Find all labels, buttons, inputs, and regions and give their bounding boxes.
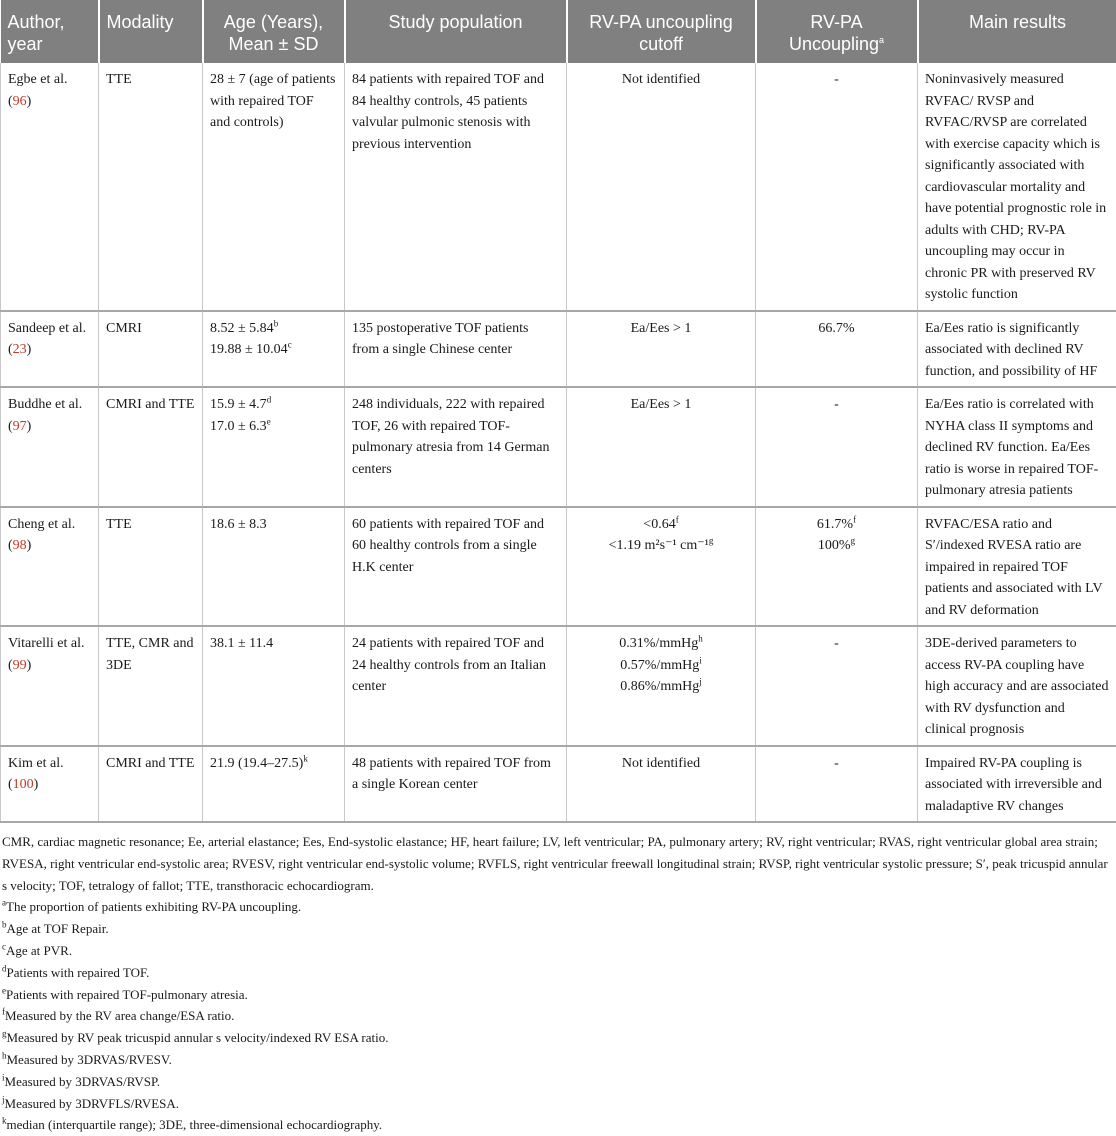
age-line: [210, 318, 337, 340]
footnote-marker: f: [2, 1007, 5, 1017]
footnote-item: [2, 1071, 1114, 1093]
uncoupling-value: -: [834, 72, 839, 87]
table-body: [1, 63, 1116, 822]
cell-modality: TTE, CMR and 3DE: [99, 626, 203, 746]
cutoff-value: Not identified: [622, 72, 700, 87]
footnote-text: The proportion of patients exhibiting RV-PA uncoupling.: [6, 899, 301, 914]
cell-uncoupling: [756, 746, 918, 823]
reference-link[interactable]: 98: [13, 538, 27, 553]
author-name: Buddhe et al.: [8, 397, 82, 412]
cell-author: Kim et al. (100): [1, 746, 99, 823]
table-row: [1, 746, 1116, 823]
cell-uncoupling: [756, 63, 918, 311]
footnote-text: Measured by 3DRVAS/RVSP.: [5, 1074, 161, 1089]
cutoff-footnote-marker: j: [699, 676, 702, 686]
footnote-text: Age at TOF Repair.: [7, 921, 109, 936]
cell-age: [203, 626, 345, 746]
footnote-marker: e: [2, 985, 6, 995]
footnote-item: [2, 918, 1114, 940]
footnote-marker: j: [2, 1094, 5, 1104]
footnote-item: [2, 1005, 1114, 1027]
uncoupling-footnote-marker: g: [851, 535, 856, 545]
cell-population: 248 individuals, 222 with repaired TOF, 26 with repaired TOF- pulmonary atresia from 14 German centers: [345, 387, 567, 507]
age-line: [210, 69, 337, 134]
footnote-item: [2, 1114, 1114, 1136]
cutoff-value: <1.19 m²s⁻¹ cm⁻¹: [609, 538, 709, 553]
footnote-item: [2, 940, 1114, 962]
cell-modality: CMRI and TTE: [99, 746, 203, 823]
cutoff-line: [574, 394, 748, 416]
cutoff-line: [574, 633, 748, 655]
age-footnote-marker: e: [267, 416, 271, 426]
cutoff-value: Not identified: [622, 756, 700, 771]
author-name: Vitarelli et al.: [8, 636, 85, 651]
cell-age: [203, 311, 345, 388]
age-footnote-marker: c: [288, 339, 292, 349]
footnote-text: Measured by RV peak tricuspid annular s velocity/indexed RV ESA ratio.: [7, 1030, 389, 1045]
table-row: [1, 63, 1116, 311]
cell-cutoff: [567, 626, 756, 746]
cell-age: [203, 507, 345, 627]
cutoff-line: [574, 753, 748, 775]
cell-uncoupling: [756, 507, 918, 627]
cutoff-line: [574, 514, 748, 536]
header-author: Author, year: [1, 0, 99, 63]
footnote-text: Measured by the RV area change/ESA ratio.: [5, 1008, 234, 1023]
header-uncoupling: [756, 0, 918, 63]
cell-uncoupling: [756, 387, 918, 507]
age-line: [210, 394, 337, 416]
author-name: Cheng et al.: [8, 517, 75, 532]
age-footnote-marker: b: [274, 318, 279, 328]
cell-cutoff: [567, 507, 756, 627]
footnote-marker: h: [2, 1051, 7, 1061]
cell-results: Ea/Ees ratio is correlated with NYHA class II symptoms and declined RV function. Ea/Ees ratio is worse in repaired TOF- pulmonary atresia patients: [918, 387, 1116, 507]
footnote-text: Patients with repaired TOF.: [7, 965, 150, 980]
cutoff-value: 0.57%/mmHg: [620, 658, 699, 673]
table-footnotes: [0, 823, 1116, 1136]
age-value: 19.88 ± 10.04: [210, 342, 288, 357]
cutoff-value: Ea/Ees > 1: [631, 321, 692, 336]
cutoff-line: [574, 535, 748, 557]
footnote-marker: i: [2, 1072, 5, 1082]
cell-modality: TTE: [99, 507, 203, 627]
cell-author: Buddhe et al. (97): [1, 387, 99, 507]
cell-age: [203, 63, 345, 311]
abbreviations-note: CMR, cardiac magnetic resonance; Ee, arterial elastance; Ees, End-systolic elastance; HF, heart failure; LV, left ventricular; PA, pulmonary artery; RV, right ventricular; RVAS, right ventricular global area strain; RVESA, right ventricular end-systolic area; RVESV, right ventricular end-systolic volume; RVFLS, right ventricular freewall longitudinal strain; RVSP, right ventricular systolic pressure; S′, peak tricuspid annular s velocity; TOF, tetralogy of fallot; TTE, transthoracic echocardiogram.: [2, 831, 1114, 896]
uncoupling-value: 100%: [818, 538, 851, 553]
cutoff-footnote-marker: g: [709, 535, 714, 545]
cutoff-value: 0.86%/mmHg: [620, 679, 699, 694]
table-header: [1, 0, 1116, 63]
footnote-text: Patients with repaired TOF-pulmonary atresia.: [6, 987, 248, 1002]
uncoupling-value: -: [834, 756, 839, 771]
cutoff-line: [574, 655, 748, 677]
cutoff-footnote-marker: f: [676, 514, 679, 524]
age-line: [210, 339, 337, 361]
cell-results: Noninvasively measured RVFAC/ RVSP and RVFAC/RVSP are correlated with exercise capacity which is significantly associated with cardiovascular mortality and have potential prognostic role in adults with CHD; RV-PA uncoupling may occur in chronic PR with preserved RV systolic function: [918, 63, 1116, 311]
uncoupling-line: [763, 514, 910, 536]
age-value: 18.6 ± 8.3: [210, 517, 267, 532]
age-line: [210, 514, 337, 536]
header-population: Study population: [345, 0, 567, 63]
footnote-marker: g: [2, 1029, 7, 1039]
cell-uncoupling: [756, 311, 918, 388]
reference-link[interactable]: 23: [13, 342, 27, 357]
cell-author: Sandeep et al. (23): [1, 311, 99, 388]
age-line: [210, 633, 337, 655]
age-line: [210, 416, 337, 438]
age-value: 28 ± 7 (age of patients with repaired TOF and controls): [210, 72, 335, 130]
cell-uncoupling: [756, 626, 918, 746]
footnote-list: [2, 896, 1114, 1136]
footnote-text: median (interquartile range); 3DE, three-dimensional echocardiography.: [7, 1117, 383, 1132]
uncoupling-value: -: [834, 397, 839, 412]
cutoff-value: Ea/Ees > 1: [631, 397, 692, 412]
header-uncoupling-marker: a: [879, 35, 884, 45]
uncoupling-line: [763, 633, 910, 655]
uncoupling-line: [763, 535, 910, 557]
cell-cutoff: [567, 746, 756, 823]
cell-author: Egbe et al. (96): [1, 63, 99, 311]
cell-modality: TTE: [99, 63, 203, 311]
header-modality: Modality: [99, 0, 203, 63]
footnote-text: Age at PVR.: [6, 943, 72, 958]
age-line: [210, 753, 337, 775]
cell-modality: CMRI: [99, 311, 203, 388]
footnote-marker: a: [2, 898, 6, 908]
reference-link[interactable]: 97: [13, 419, 27, 434]
author-name: Kim et al.: [8, 756, 64, 771]
uncoupling-line: [763, 69, 910, 91]
footnote-item: [2, 896, 1114, 918]
age-value: 15.9 ± 4.7: [210, 397, 267, 412]
header-results: Main results: [918, 0, 1116, 63]
header-row: [1, 0, 1116, 63]
reference-link[interactable]: 99: [13, 658, 27, 673]
cell-results: Ea/Ees ratio is significantly associated with declined RV function, and possibility of HF: [918, 311, 1116, 388]
cell-cutoff: [567, 387, 756, 507]
footnote-item: [2, 984, 1114, 1006]
cutoff-line: [574, 318, 748, 340]
cell-results: 3DE-derived parameters to access RV-PA coupling have high accuracy and are associated with RV dysfunction and clinical prognosis: [918, 626, 1116, 746]
cutoff-line: [574, 676, 748, 698]
cell-author: Cheng et al. (98): [1, 507, 99, 627]
cell-age: [203, 387, 345, 507]
footnote-marker: b: [2, 920, 7, 930]
header-uncoupling-label: RV-PA Uncoupling: [789, 12, 879, 54]
footnote-item: [2, 1049, 1114, 1071]
age-value: 21.9 (19.4–27.5): [210, 756, 303, 771]
cell-population: 84 patients with repaired TOF and 84 healthy controls, 45 patients valvular pulmonic stenosis with previous intervention: [345, 63, 567, 311]
cutoff-value: 0.31%/mmHg: [619, 636, 698, 651]
reference-link[interactable]: 100: [13, 777, 34, 792]
age-value: 38.1 ± 11.4: [210, 636, 273, 651]
table-row: [1, 626, 1116, 746]
footnote-text: Measured by 3DRVAS/RVESV.: [7, 1052, 172, 1067]
cutoff-value: <0.64: [643, 517, 675, 532]
uncoupling-line: [763, 753, 910, 775]
footnote-text: Measured by 3DRVFLS/RVESA.: [5, 1096, 180, 1111]
cell-author: Vitarelli et al. (99): [1, 626, 99, 746]
cell-population: 60 patients with repaired TOF and 60 healthy controls from a single H.K center: [345, 507, 567, 627]
uncoupling-value: 61.7%: [817, 517, 853, 532]
uncoupling-line: [763, 318, 910, 340]
cell-population: 48 patients with repaired TOF from a single Korean center: [345, 746, 567, 823]
cell-cutoff: [567, 63, 756, 311]
cutoff-footnote-marker: i: [699, 655, 702, 665]
header-age: Age (Years), Mean ± SD: [203, 0, 345, 63]
age-value: 17.0 ± 6.3: [210, 419, 267, 434]
cell-cutoff: [567, 311, 756, 388]
footnote-item: [2, 962, 1114, 984]
table-row: [1, 507, 1116, 627]
age-value: 8.52 ± 5.84: [210, 321, 274, 336]
footnote-marker: k: [2, 1116, 7, 1126]
author-name: Egbe et al.: [8, 72, 67, 87]
cell-population: 24 patients with repaired TOF and 24 healthy controls from an Italian center: [345, 626, 567, 746]
cell-results: Impaired RV-PA coupling is associated with irreversible and maladaptive RV changes: [918, 746, 1116, 823]
reference-link[interactable]: 96: [13, 94, 27, 109]
uncoupling-footnote-marker: f: [853, 514, 856, 524]
footnote-marker: c: [2, 942, 6, 952]
uncoupling-value: 66.7%: [818, 321, 854, 336]
footnote-item: [2, 1093, 1114, 1115]
cell-population: 135 postoperative TOF patients from a single Chinese center: [345, 311, 567, 388]
cell-modality: CMRI and TTE: [99, 387, 203, 507]
table-row: [1, 311, 1116, 388]
cell-results: RVFAC/ESA ratio and S′/indexed RVESA ratio are impaired in repaired TOF patients and associated with LV and RV deformation: [918, 507, 1116, 627]
age-footnote-marker: k: [303, 753, 308, 763]
age-footnote-marker: d: [267, 394, 272, 404]
footnote-item: [2, 1027, 1114, 1049]
cutoff-line: [574, 69, 748, 91]
author-name: Sandeep et al.: [8, 321, 86, 336]
header-cutoff: RV-PA uncoupling cutoff: [567, 0, 756, 63]
footnote-marker: d: [2, 963, 7, 973]
table-row: [1, 387, 1116, 507]
cutoff-footnote-marker: h: [698, 633, 703, 643]
uncoupling-value: -: [834, 636, 839, 651]
cell-age: [203, 746, 345, 823]
uncoupling-line: [763, 394, 910, 416]
